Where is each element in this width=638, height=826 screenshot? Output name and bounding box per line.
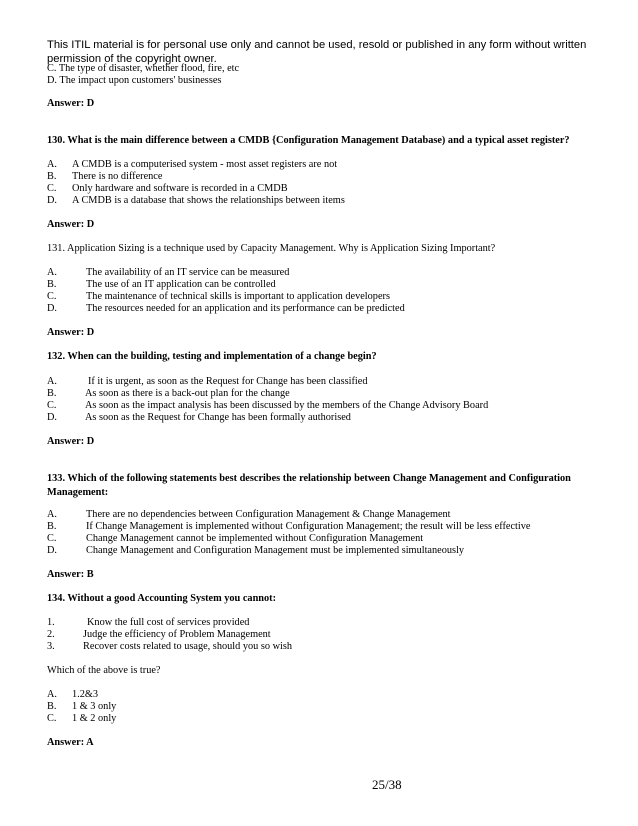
question-134: 134. Without a good Accounting System you cannot:	[47, 593, 277, 604]
q130-answer: Answer: D	[47, 219, 95, 230]
carryover-option-d: D. The impact upon customers' businesses	[47, 75, 222, 86]
carryover-option-c: C. The type of disaster, whether flood, fire, etc	[47, 63, 240, 74]
document-page: This ITIL material is for personal use only and cannot be used, resold or published in any form without written permission of the copyright owner. C. The type of disaster, whether flood, fire, etc D. The impact upon customers' businesses Answer: D 130. What is the main difference between a CMDB {Configuration Management Database) and a typical asset register? A. A CMDB is a computerised system - most asset registers are not B. There is no difference C. Only hardware and software is recorded in a CMDB D. A CMDB is a database that shows the relationships between items Answer: D 131. Application Sizing is a technique used by Capacity Management. Why is Application Sizing Important? A. The availability of an IT service can be measured B. The use of an IT application can be controlled C. The maintenance of technical skills is important to application developers D. The resources needed for an application and its performance can be predicted Answer: D 132. When can the building, testing and implementation of a change begin? A. If it is urgent, as soon as the Request for Change has been classified B. As soon as there is a back-out plan for the change C. As soon as the impact analysis has been discussed by the members of the Change Advisory Board D. As soon as the Request for Change has been formally authorised Answer: D 133. Which of the following statements best describes the relationship between Change Management and Configuration Management: A. There are no dependencies between Configuration Management & Change Management B. If Change Management is implemented without Configuration Management; the result will be less effective C. Change Management cannot be implemented without Configuration Management D. Change Management and Configuration Management must be implemented simultaneously Answer: B 134. Without a good Accounting System you cannot: 1. Know the full cost of services provided 2. Judge the efficiency of Problem Management 3. Recover costs related to usage, should you so wish Which of the above is true? A. 1.2&3 B. 1 & 3 only C. 1 & 2 only Answer: A 25/38	[0, 0, 638, 826]
question-133: 133. Which of the following statements best describes the relationship between Change Management and Configuration Management:	[47, 473, 571, 498]
q131-answer: Answer: D	[47, 327, 95, 338]
q134-answer: Answer: A	[47, 737, 94, 748]
q134-prompt: Which of the above is true?	[47, 665, 161, 676]
carryover-answer: Answer: D	[47, 98, 95, 109]
page-number: 25/38	[372, 777, 402, 792]
question-132: 132. When can the building, testing and implementation of a change begin?	[47, 351, 377, 362]
question-130: 130. What is the main difference between a CMDB {Configuration Management Database) and a typical asset register?	[47, 135, 570, 146]
q133-answer: Answer: B	[47, 569, 94, 580]
q132-answer: Answer: D	[47, 436, 95, 447]
copyright-notice: This ITIL material is for personal use only and cannot be used, resold or published in any form without written permission of the copyright owner.	[47, 39, 587, 65]
question-131: 131. Application Sizing is a technique used by Capacity Management. Why is Application Sizing Important?	[47, 243, 496, 254]
